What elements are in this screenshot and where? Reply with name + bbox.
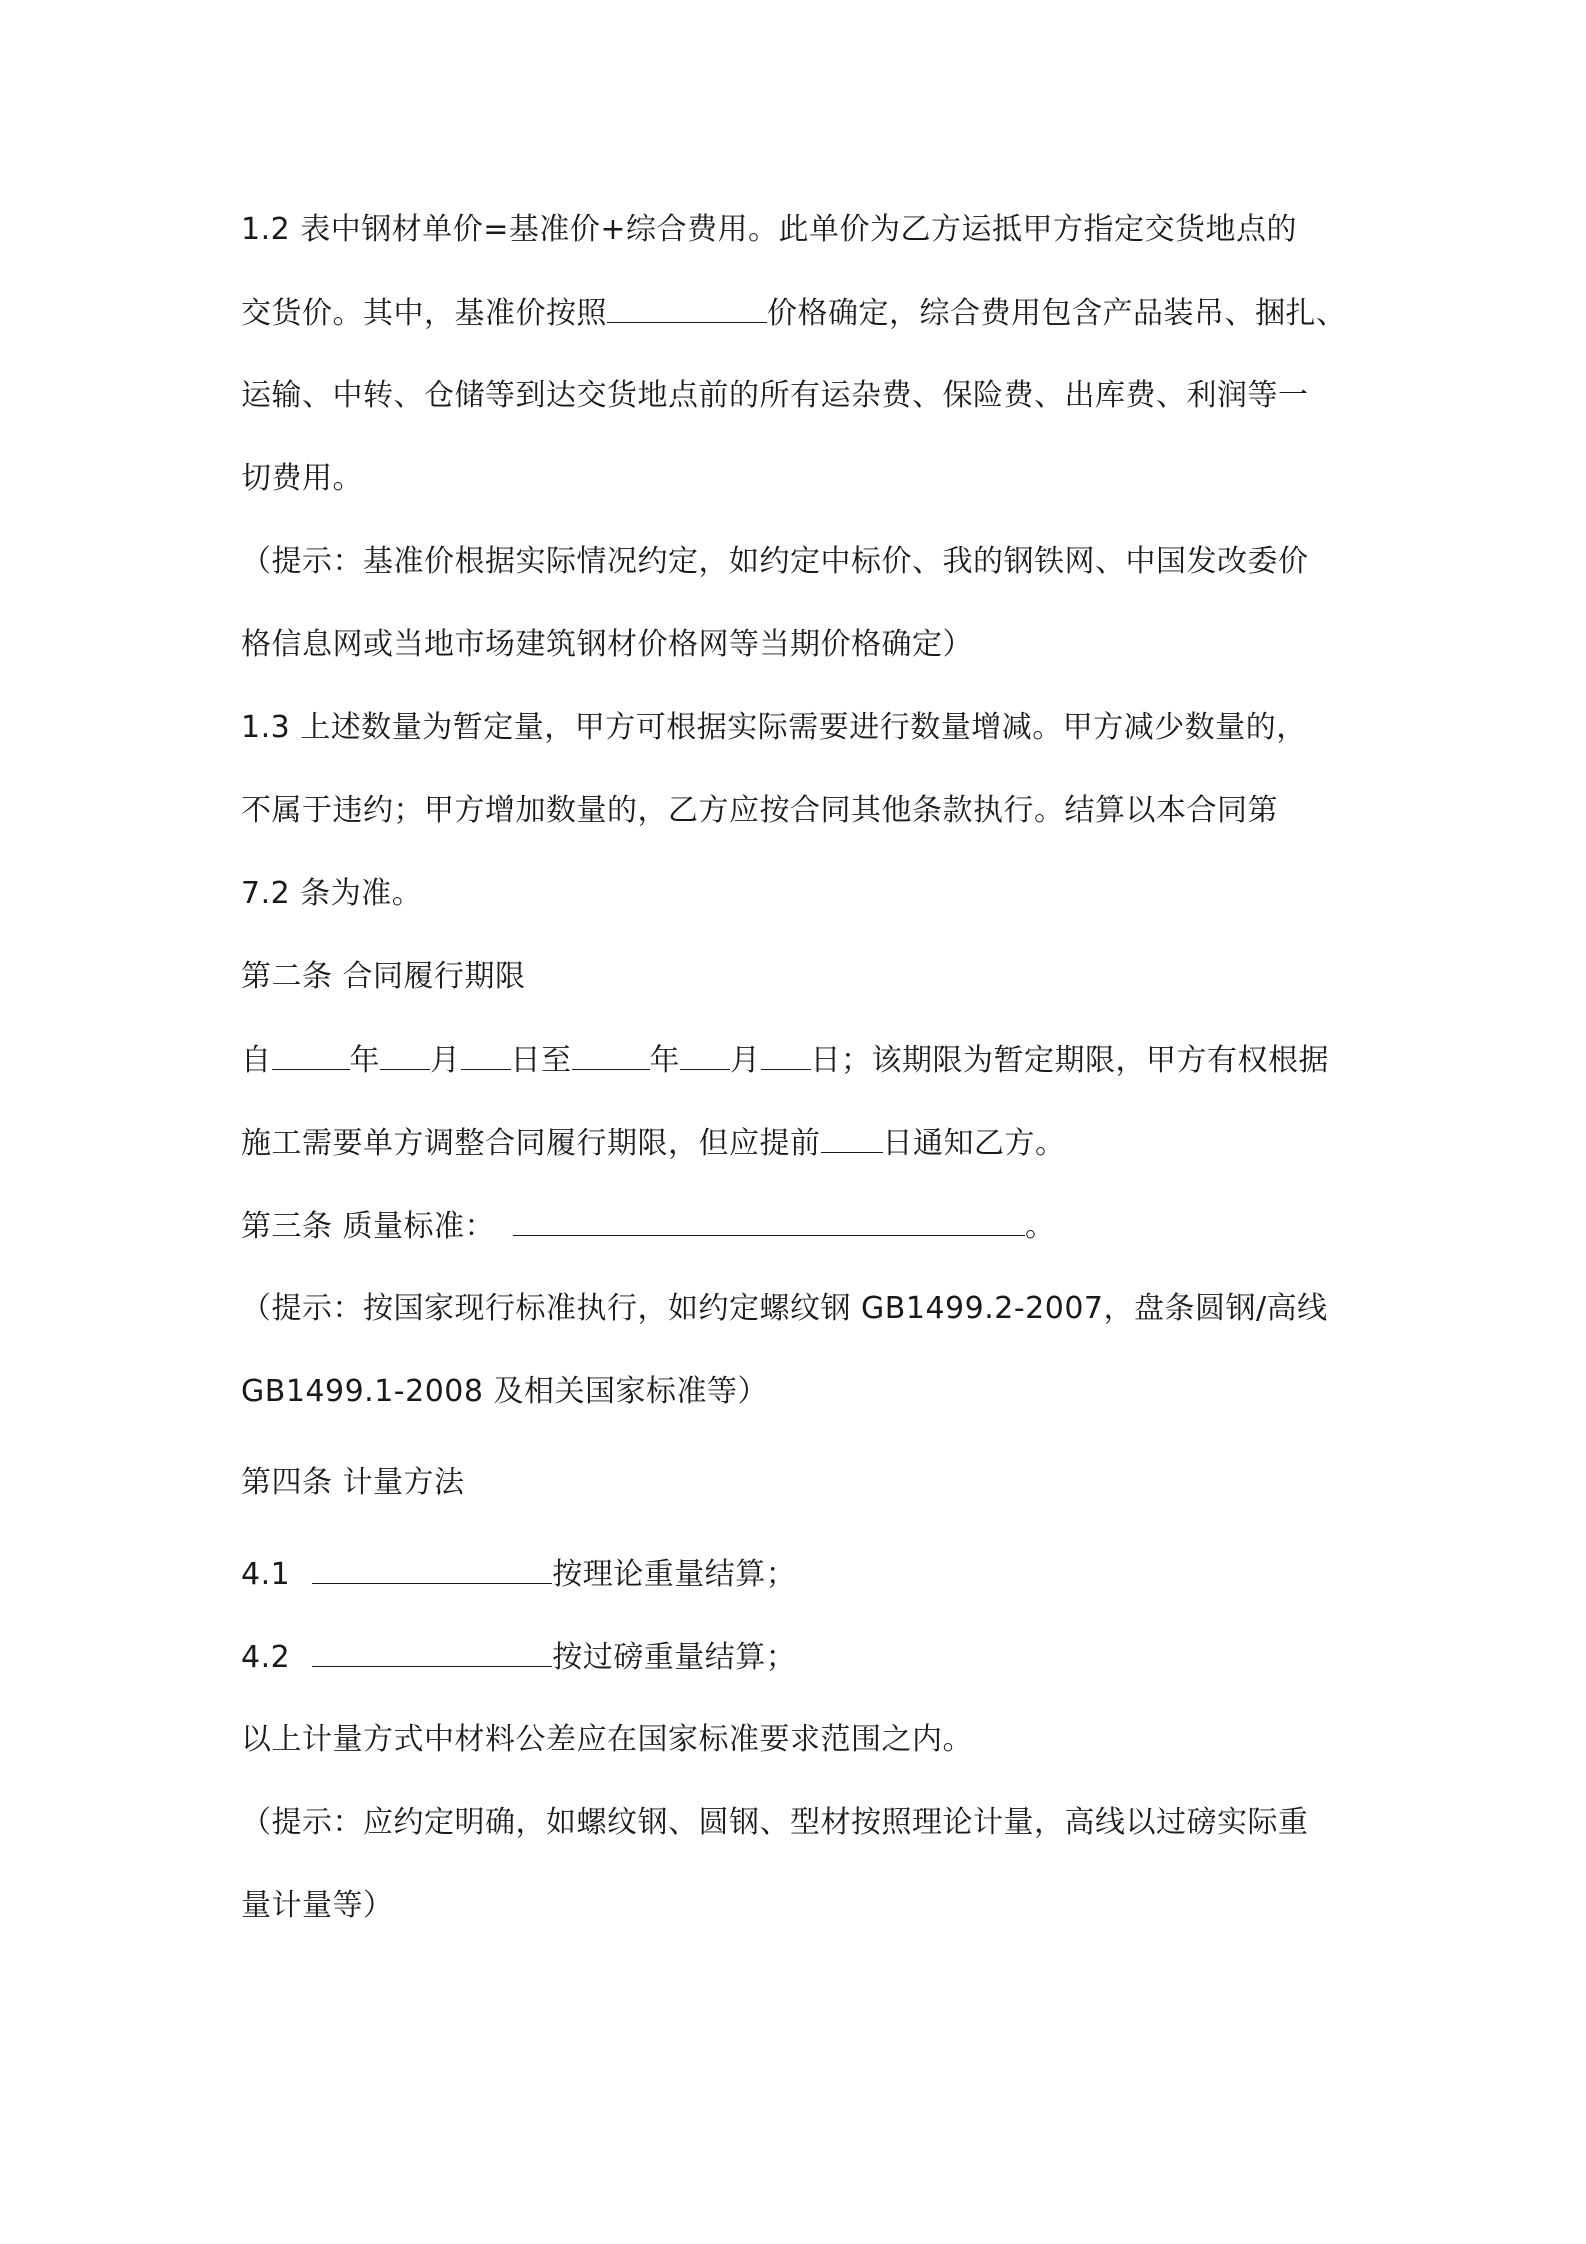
item-4-1 (241, 1553, 1361, 1596)
quality-standard-blank[interactable] (513, 1205, 1025, 1236)
article-3-end: 。 (1025, 1209, 1056, 1244)
clause-1-2-text-a: 交货价。其中，基准价按照 (241, 296, 607, 331)
item-4-1-number: 4.1 (241, 1557, 291, 1592)
hint-1-line-1: （提示：基准价根据实际情况约定，如约定中标价、我的钢铁网、中国发改委价 (241, 544, 1309, 579)
item-4-2-number: 4.2 (241, 1640, 291, 1675)
article-3-line (241, 1205, 1361, 1248)
hint-3-line-2: 量计量等） (241, 1888, 394, 1923)
end-month-blank[interactable] (680, 1039, 730, 1070)
period-line-1-rest: 日；该期限为暂定期限，甲方有权根据 (810, 1043, 1329, 1078)
clause-1-2-line-4: 切费用。 (241, 461, 363, 496)
start-year-blank[interactable] (272, 1039, 350, 1070)
day-to-label: 日至 (510, 1043, 572, 1078)
hint-2-line-2: GB1499.1-2008 及相关国家标准等） (241, 1374, 769, 1409)
period-line-2-text-a: 施工需要单方调整合同履行期限，但应提前 (241, 1126, 821, 1161)
hint-3-line-1: （提示：应约定明确，如螺纹钢、圆钢、型材按照理论计量，高线以过磅实际重 (241, 1805, 1309, 1840)
start-month-blank[interactable] (380, 1039, 430, 1070)
period-line-1 (241, 1039, 1361, 1082)
clause-1-3-line-2: 不属于违约；甲方增加数量的，乙方应按合同其他条款执行。结算以本合同第 (241, 793, 1278, 828)
period-line-2 (241, 1122, 1361, 1165)
weighed-weight-blank[interactable] (312, 1636, 552, 1667)
period-line-2-text-b: 日通知乙方。 (882, 1126, 1066, 1161)
end-day-blank[interactable] (761, 1039, 811, 1070)
clause-1-2-line-2 (241, 292, 1361, 335)
article-3-title: 第三条 质量标准： (241, 1209, 496, 1244)
article-2-title: 第二条 合同履行期限 (241, 959, 526, 994)
clause-1-2-line-1: 1.2 表中钢材单价=基准价+综合费用。此单价为乙方运抵甲方指定交货地点的 (241, 212, 1298, 247)
clause-1-2-text-b: 价格确定，综合费用包含产品装吊、捆扎、 (767, 296, 1347, 331)
hint-1-line-2: 格信息网或当地市场建筑钢材价格网等当期价格确定） (241, 627, 973, 662)
hint-2-line-1: （提示：按国家现行标准执行，如约定螺纹钢 GB1499.2-2007，盘条圆钢/高线 (241, 1291, 1328, 1326)
year-label-1: 年 (349, 1043, 380, 1078)
month-label-1: 月 (430, 1043, 461, 1078)
base-price-blank[interactable] (607, 292, 767, 323)
article-4-title: 第四条 计量方法 (241, 1465, 465, 1500)
item-4-1-text: 按理论重量结算； (552, 1557, 797, 1592)
period-from-label: 自 (241, 1043, 272, 1078)
clause-1-3-line-3: 7.2 条为准。 (241, 876, 423, 911)
start-day-blank[interactable] (461, 1039, 511, 1070)
notice-days-blank[interactable] (821, 1122, 883, 1153)
clause-1-2-line-3: 运输、中转、仓储等到达交货地点前的所有运杂费、保险费、出库费、利润等一 (241, 378, 1309, 413)
year-label-2: 年 (649, 1043, 680, 1078)
item-4-2-text: 按过磅重量结算； (552, 1640, 797, 1675)
tolerance-line: 以上计量方式中材料公差应在国家标准要求范围之内。 (241, 1722, 973, 1757)
month-label-2: 月 (730, 1043, 761, 1078)
theoretical-weight-blank[interactable] (312, 1553, 552, 1584)
end-year-blank[interactable] (572, 1039, 650, 1070)
clause-1-3-line-1: 1.3 上述数量为暂定量，甲方可根据实际需要进行数量增减。甲方减少数量的， (241, 710, 1307, 745)
item-4-2 (241, 1636, 1361, 1679)
